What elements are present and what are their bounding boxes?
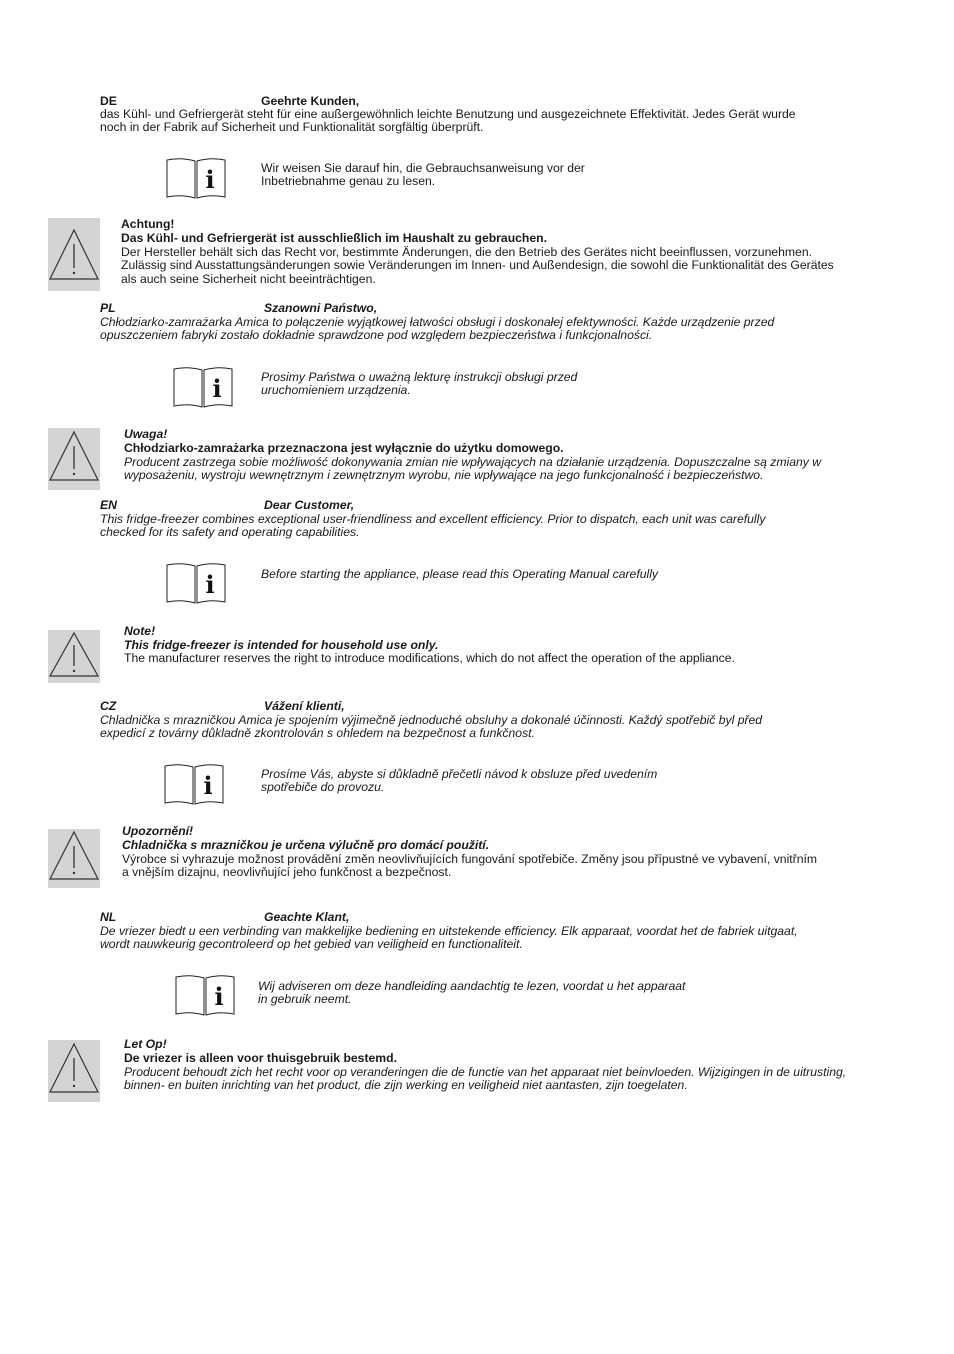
info-text: Wij adviseren om deze handleiding aandachtig te lezen, voordat u het apparaat in gebruik neemt. bbox=[258, 979, 686, 1007]
info-book-icon bbox=[173, 366, 233, 408]
warning-title: Uwaga! bbox=[124, 427, 168, 441]
info-text: Prosíme Vás, abyste si důkladně přečetli návod k obsluze před uvedením spotřebiče do provozu. bbox=[261, 767, 658, 795]
info-text: Prosimy Państwa o uważną lekturę instrukcji obsługi przed uruchomieniem urządzenia. bbox=[261, 370, 578, 398]
lang-code: PL bbox=[100, 301, 116, 315]
warning-title: Let Op! bbox=[124, 1037, 167, 1051]
intro-text: De vriezer biedt u een verbinding van makkelijke bediening en uitstekende efficiency. Elk apparaat, voordat het de fabriek uitgaat, wordt nauwkeurig gecontroleerd op het gebied van veiligheid en functionaliteit. bbox=[100, 924, 798, 952]
svg-text:i: i bbox=[214, 982, 224, 1011]
warning-bold: De vriezer is alleen voor thuisgebruik bestemd. bbox=[124, 1051, 397, 1065]
intro-text: das Kühl- und Gefriergerät steht für eine außergewöhnlich leichte Benutzung und ausgezeichnete Effektivität. Jedes Gerät wurde noch in der Fabrik auf Sicherheit und Funktionalität sorgfältig überprüft. bbox=[100, 107, 796, 135]
lang-code: NL bbox=[100, 910, 117, 924]
info-text: Before starting the appliance, please read this Operating Manual carefully bbox=[261, 567, 659, 581]
warning-text: Producent behoudt zich het recht voor op veranderingen die de functie van het apparaat niet beinvloeden. Wijzigingen in de uitrusting, binnen- en buiten inrichting van het product, die zijn werking en veiligheid niet aantasten, zijn toegelaten. bbox=[124, 1065, 847, 1093]
intro-text: This fridge-freezer combines exceptional user-friendliness and excellent efficiency. Prior to dispatch, each unit was carefully checked for its safety and operating capabilities. bbox=[100, 512, 766, 540]
warning-bold: Chłodziarko-zamrażarka przeznaczona jest wyłącznie do użytku domowego. bbox=[124, 441, 564, 455]
lang-code: CZ bbox=[100, 699, 117, 713]
warning-text: Producent zastrzega sobie możliwość dokonywania zmian nie wpływających na działanie urządzenia. Dopuszczalne są zmiany w wyposażeniu, wystroju wewnętrznym i zewnętrznym wyrobu, nie wpływające na jego funkcjonalność i bezpieczeństwo. bbox=[124, 455, 822, 483]
info-book-icon bbox=[166, 562, 226, 604]
warning-text: Der Hersteller behält sich das Recht vor, bestimmte Änderungen, die den Betrieb des Gerätes nicht beeinflussen, vorzunehmen. Zulässig sind Ausstattungsänderungen sowie Veränderungen im Innen- und Außendesign, die sowohl die Funktionalität des Gerätes als auch seine Sicherheit nicht beeinträchtigen. bbox=[121, 245, 834, 286]
warning-triangle-icon bbox=[48, 1040, 100, 1102]
warning-bold: Das Kühl- und Gefriergerät ist ausschließlich im Haushalt zu gebrauchen. bbox=[121, 231, 547, 245]
greeting: Geehrte Kunden, bbox=[261, 94, 360, 108]
intro-text: Chladnička s mrazničkou Amica je spojením výjimečně jednoduché obsluhy a dokonalé účinnosti. Každý spotřebič byl před expedicí z továrny důkladně zkontrolován s ohledem na bezpečnost a funkčnost. bbox=[100, 713, 763, 741]
warning-title: Upozornění! bbox=[122, 824, 194, 838]
greeting: Dear Customer, bbox=[264, 498, 355, 512]
greeting: Szanowni Państwo, bbox=[264, 301, 378, 315]
greeting: Vážení klienti, bbox=[264, 699, 345, 713]
warning-triangle-icon bbox=[48, 218, 100, 291]
info-book-icon bbox=[166, 157, 226, 199]
svg-text:i: i bbox=[203, 771, 213, 800]
warning-title: Note! bbox=[124, 624, 156, 638]
warning-triangle-icon bbox=[48, 428, 100, 490]
greeting: Geachte Klant, bbox=[264, 910, 350, 924]
lang-code: DE bbox=[100, 94, 117, 108]
info-text: Wir weisen Sie darauf hin, die Gebrauchsanweisung vor der Inbetriebnahme genau zu lesen. bbox=[261, 161, 585, 189]
lang-code: EN bbox=[100, 498, 117, 512]
svg-text:i: i bbox=[212, 374, 222, 403]
warning-triangle-icon bbox=[48, 829, 100, 888]
warning-triangle-icon bbox=[48, 630, 100, 683]
warning-bold: Chladnička s mrazničkou je určena výlučně pro domácí použití. bbox=[122, 838, 490, 852]
warning-text: The manufacturer reserves the right to introduce modifications, which do not affect the operation of the appliance. bbox=[124, 651, 735, 665]
warning-text: Výrobce si vyhrazuje možnost provádění změn neovlivňujících fungování spotřebiče. Změny jsou přípustné ve vybavení, vnitřním a vnějším dizajnu, neovlivňující jeho funkčnost a bezpečnost. bbox=[122, 852, 818, 880]
intro-text: Chłodziarko-zamrażarka Amica to połączenie wyjątkowej łatwości obsługi i doskonałej efektywności. Każde urządzenie przed opuszczeniem fabryki zostało dokładnie sprawdzone pod względem bezpieczeństwa i funkcjonalności. bbox=[100, 315, 775, 343]
warning-title: Achtung! bbox=[121, 217, 175, 231]
info-book-icon bbox=[175, 974, 235, 1016]
warning-bold: This fridge-freezer is intended for household use only. bbox=[124, 638, 439, 652]
info-book-icon bbox=[164, 763, 224, 805]
svg-text:i: i bbox=[205, 165, 215, 194]
svg-text:i: i bbox=[205, 570, 215, 599]
